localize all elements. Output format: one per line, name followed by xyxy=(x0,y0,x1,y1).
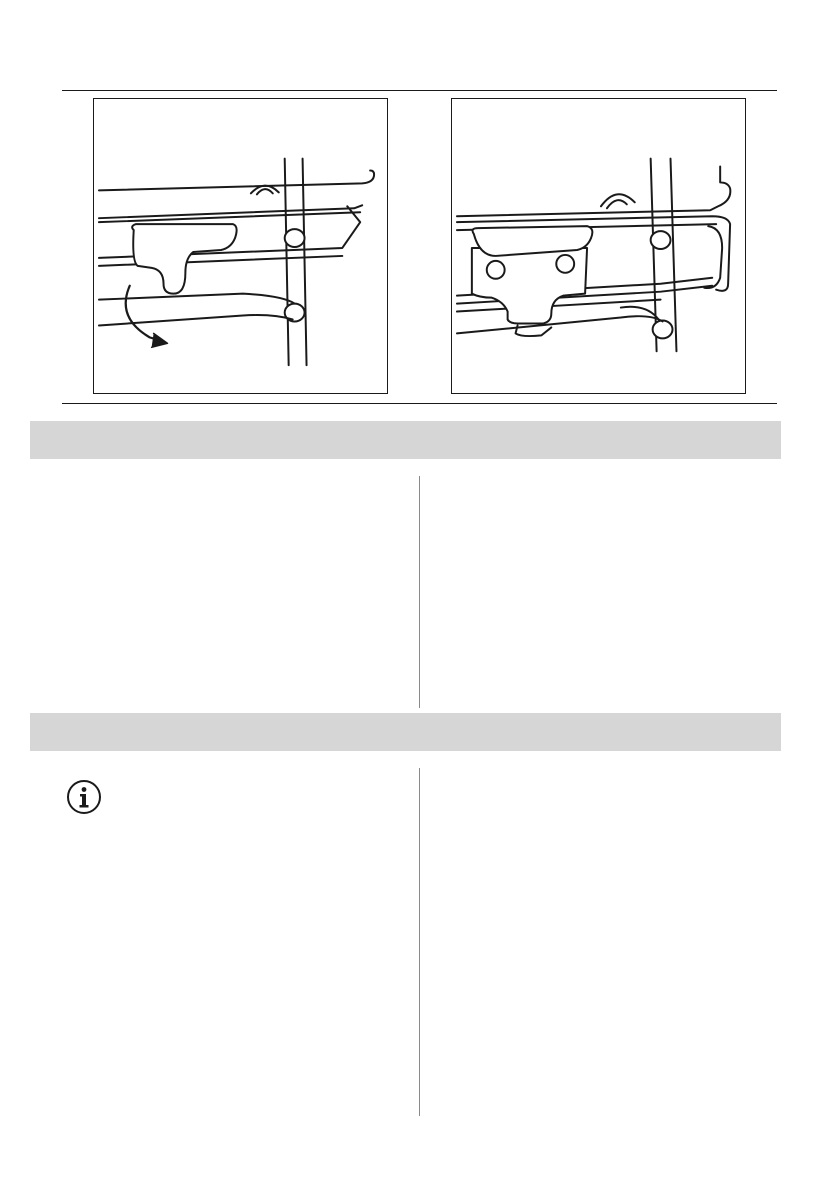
figure-bottom-rule xyxy=(62,403,777,404)
figure-shelf-support-installed xyxy=(451,98,746,394)
info-icon xyxy=(66,779,102,815)
rotate-arrow-icon xyxy=(126,286,160,341)
top-rule xyxy=(62,90,777,91)
column-divider xyxy=(419,476,420,708)
figure-shelf-support-tilt xyxy=(93,98,388,394)
section-heading-bar xyxy=(30,421,781,459)
section-heading-bar xyxy=(30,713,781,751)
column-divider xyxy=(419,768,420,1116)
